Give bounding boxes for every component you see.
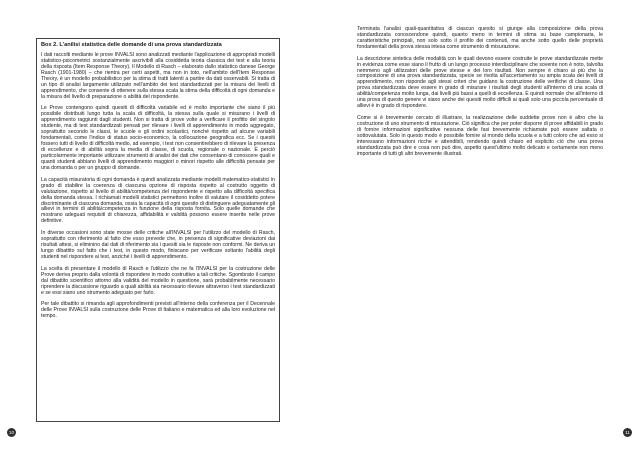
box-paragraph: Per tale dibattito si rimanda agli approfondimenti previsti all'interno della conferenza per il Decennale delle Prove INVALSI sulla costruzione delle Prove di Italiano e matematica ed alla loro evoluzione nel tempo. — [41, 301, 275, 320]
page-number: 10 — [7, 428, 16, 437]
right-page — [319, 0, 638, 451]
box-paragraph: La scelta di presentare il modello di Rasch e l'utilizzo che ne fa l'INVALSI per la costruzione delle Prove deriva proprio dalla volontà di rispondere in modo costruttivo a tali critiche. Sgombrato il campo dal dibattito scientifico attorno alla validità del modello in questione, sarà probabilmente necessario riprendere la discussione riguardo a quali abilità sia necessario rilevare attraverso i test standardizzati e se essi siano uno strumento adeguato per farlo. — [41, 265, 275, 296]
box-paragraph: Le Prove contengono quindi quesiti di difficoltà variabile ed è molto importante che siano il più possibile distribuiti lungo tutta la scala di difficoltà, la stessa sulla quale si misurano i livelli di apprendimento raggiunti dagli studenti. Non si tratta di prove volte a verificare il profitto del singolo studente, ma di test standardizzati pensati per rilevare i livelli di apprendimento in modo aggregato, soprattutto secondo le classi, le scuole e gli ordini scolastici, nonché rispetto ad alcune variabili fondamentali, come l'indice di status socio-economico, la collocazione geografica ecc. Se i quesiti fossero tutti di livello di difficoltà medio, ad esempio, i test non consentirebbero di rilevare la presenza di eccellenze e di abilità sopra la media di classe, di scuola, regionale o nazionale. È perciò particolarmente importante utilizzare strumenti di analisi dei dati che consentano di conoscere quali e quanti studenti abbiano livelli di apprendimento maggiori o minori rispetto alle difficoltà pensate per una domanda o per un gruppo di domande. — [41, 105, 275, 171]
page-number: 11 — [623, 428, 632, 437]
box-paragraph: I dati raccolti mediante le prove INVALSI sono analizzati mediante l'applicazione di appropriati modelli statistico-psicometrici sostanzialmente ascrivibili alla cosiddetta teoria classica dei test e alla teoria della risposta (Item Response Theory). Il Modello di Rasch – elaborato dallo statistico danese George Rasch (1901-1980) – che rientra per certi aspetti, ma non in toto, nell'ambito dell'Item Response Theory, è un modello probabilistico per la stima di tratti latenti a partire da dati osservabili. Si tratta di un tipo di analisi largamente utilizzato nell'ambito dei test standardizzati per la misura dei livelli di apprendimento, che consente di ottenere sulla stessa scala la stima della difficoltà di ogni domanda e la misura del livello di preparazione o abilità del rispondente. — [41, 52, 275, 100]
body-paragraph: La descrizione sintetica delle modalità con le quali devono essere costruite le prove standardizzate mette in evidenza come esse siano il frutto di un lungo processo interdisciplinare che sovente non è noto, talvolta nemmeno agli utilizzatori delle prove stesse e dei loro risultati. Non sempre è chiaro ai più che la composizione di una prova standardizzata, specie se rivolta all'accertamento su ampia scala dei livelli di apprendimento, non risponde agli stessi criteri che guidano la costruzione delle verifiche di classe. Una prova standardizzata deve essere in grado di misurare i risultati degli studenti all'interno di una scala di abilità/competenza molto lunga, dai livelli più bassi a quelli di eccellenza. È quindi normale che all'interno di una prova di questo genere vi siano anche dei quesiti molto difficili ai quali solo una piccola percentuale di allievi è in grado di rispondere. — [357, 55, 603, 110]
box-paragraph: La capacità misuratoria di ogni domanda è quindi analizzata mediante modelli matematico-statistici in grado di stabilire la coerenza di ciascuna opzione di risposta rispetto al costrutto oggetto di valutazione, rispetto al livello di abilità/competenza del rispondente e rispetto alla difficoltà specifica della domanda stessa. I richiamati modelli statistici permettono inoltre di valutare il cosiddetto potere discriminante di ciascuna domanda, ossia la capacità di ogni quesito di distinguere adeguatamente gli allievi in termini di abilità/competenza in funzione della risposta fornita. Solo quelle domande che mostrano adeguati requisiti di chiarezza, affidabilità e validità possono essere inserite nelle prove definitive. — [41, 176, 275, 225]
box-paragraph: In diverse occasioni sono state mosse delle critiche all'INVALSI per l'utilizzo del modello di Rasch, soprattutto con riferimento al fatto che esso prevede che, in presenza di significative deviazioni dai risultati attesi, si eliminino dai dati di riferimento sia i quesiti sia le risposte non conformi. Ne deriva un lungo dibattito sul fatto che i test, in questo modo, finiscano per verificare soltanto l'abilità degli studenti nel rispondere ai test, anziché i livelli di apprendimento. — [41, 230, 275, 260]
box-title: Box 2. L'anilisi statistica delle domande di una prova standardizzata — [41, 42, 222, 48]
body-text-column — [357, 27, 603, 163]
info-box — [36, 38, 280, 422]
body-paragraph: Terminata l'analisi quali-quantitativa di ciascun quesito si giunge alla composizione della prova standardizzata conoscendone quindi, quanto meno in termini di stima su base campionaria, le caratteristiche principali, non solo sotto il profilo dei contenuti, ma anche sotto quello delle proprietà fondamentali della prova stessa intesa come strumento di misurazione. — [357, 26, 603, 50]
body-paragraph: Come si è brevemente cercato di illustrare, la realizzazione delle suddette prove non è altro che la costruzione di uno strumento di misurazione. Ciò significa che per poter disporre di prove affidabili in grado di fornire informazioni significative nessuna delle fasi brevemente richiamate può essere saltata o sottovalutata. Solo in questo modo è possibile fornire al mondo della scuola e a tutti coloro che ad esso si interessano informazioni ricche e attendibili, rendendo quindi chiaro ed esplicito ciò che una prova standardizzata può dire e cosa non può dire, aspetto quest'ultimo molto delicato e certamente non meno importante di tutti gli altri brevemente illustrati. — [357, 114, 603, 157]
